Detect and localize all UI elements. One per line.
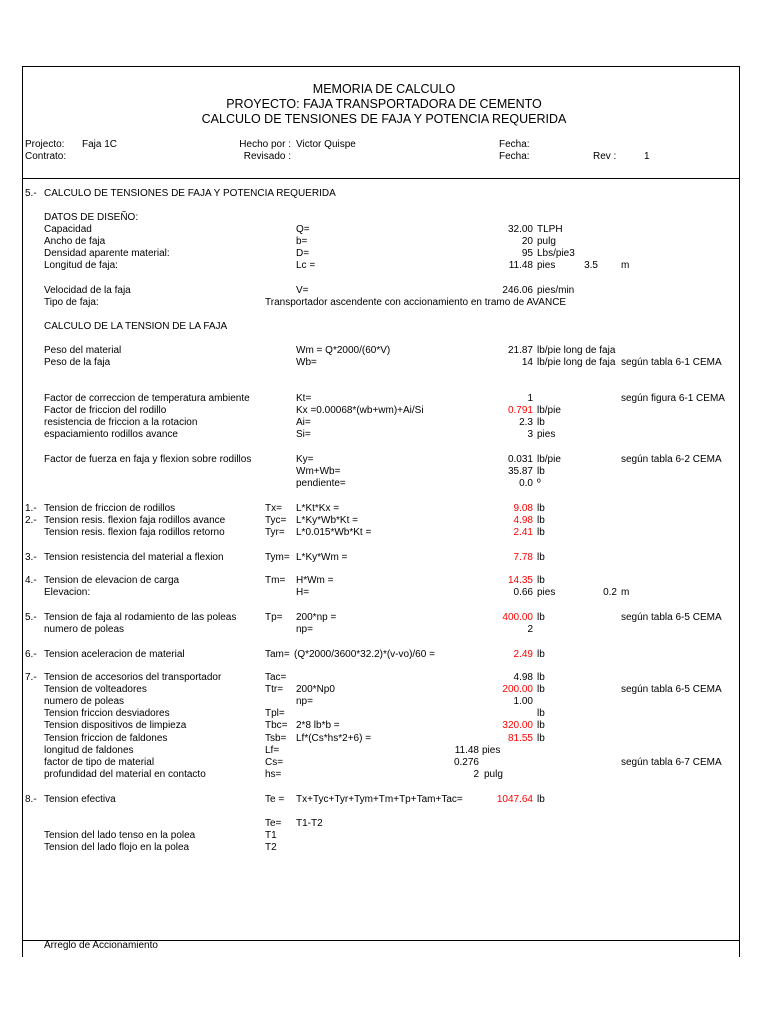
row-formula: Lf*(Cs*hs*2+6) =	[296, 733, 372, 744]
row-label: Velocidad de la faja	[44, 285, 131, 296]
row-note: según tabla 6-5 CEMA	[621, 612, 722, 623]
row-code: Tx=	[265, 503, 282, 514]
row-formula: L*Kt*Kx =	[296, 503, 340, 514]
row-unit: lb	[537, 684, 545, 695]
row-formula: 200*np =	[296, 612, 337, 623]
row-code: Te =	[265, 794, 285, 805]
row-code: Ttr=	[265, 684, 284, 695]
fecha-label: Fecha:	[499, 139, 530, 150]
row-number: 2.-	[25, 515, 37, 526]
row-formula: D=	[296, 248, 310, 259]
row-value: 7.78	[513, 552, 533, 563]
row-extra-unit: m	[621, 587, 630, 598]
row-unit: lb	[537, 503, 545, 514]
row-code: Tp=	[265, 612, 283, 623]
row-formula: 2*8 lb*b =	[296, 720, 340, 731]
row-code: T1	[265, 830, 277, 841]
row-extra-value: 3.5	[584, 260, 598, 271]
row-unit: lb	[537, 552, 545, 563]
row-label: espaciamiento rodillos avance	[44, 429, 178, 440]
row-label: resistencia de friccion a la rotacion	[44, 417, 198, 428]
row-code: Tsb=	[265, 733, 287, 744]
row-number: 1.-	[25, 503, 37, 514]
row-formula: H=	[296, 587, 310, 598]
row-number: 8.-	[25, 794, 37, 805]
row-unit: lb	[537, 708, 545, 719]
row-formula: Si=	[296, 429, 311, 440]
row-number: 4.-	[25, 575, 37, 586]
row-value: 0.276	[453, 757, 479, 768]
header-divider	[22, 178, 739, 179]
row-unit: lb	[537, 575, 545, 586]
hecho-label: Hecho por :	[239, 139, 291, 150]
row-formula: Kx =0.00068*(wb+wm)+Ai/Si	[296, 405, 424, 416]
row-label: Tipo de faja:	[44, 297, 99, 308]
row-formula: H*Wm =	[296, 575, 334, 586]
row-value: 0.66	[513, 587, 533, 598]
row-note: según tabla 6-7 CEMA	[621, 757, 722, 768]
row-formula: (Q*2000/3600*32.2)*(v-vo)/60 =	[294, 649, 435, 660]
row-formula: V=	[296, 285, 309, 296]
row-formula: np=	[296, 624, 313, 635]
row-formula: Wm = Q*2000/(60*V)	[296, 345, 391, 356]
row-number: 6.-	[25, 649, 37, 660]
row-extra-unit: m	[621, 260, 630, 271]
rev-value: 1	[644, 151, 650, 162]
row-label: numero de poleas	[44, 624, 125, 635]
row-value: 0.791	[507, 405, 533, 416]
revisado-label: Revisado :	[243, 151, 291, 162]
row-label: longitud de faldones	[44, 745, 134, 756]
row-value: 9.08	[513, 503, 533, 514]
row-label: Tension de accesorios del transportador	[44, 672, 222, 683]
row-number: 3.-	[25, 552, 37, 563]
row-code: Tpl=	[265, 708, 285, 719]
row-unit: TLPH	[537, 224, 563, 235]
row-label: Tension friccion de faldones	[44, 733, 168, 744]
row-formula: Q=	[296, 224, 310, 235]
row-value: 11.48	[508, 260, 533, 271]
row-label: Densidad aparente material:	[44, 248, 170, 259]
row-unit: lb	[537, 794, 545, 805]
row-value: 11.48	[454, 745, 479, 756]
row-code: Cs=	[265, 757, 284, 768]
row-unit: lb/pie long de faja	[537, 345, 616, 356]
row-unit: lb	[537, 733, 545, 744]
row-value: 35.87	[507, 466, 533, 477]
row-label: Capacidad	[44, 224, 92, 235]
row-label: Factor de friccion del rodillo	[44, 405, 167, 416]
row-label: Tension de faja al rodamiento de las poleas	[44, 612, 237, 623]
rev-label: Rev :	[593, 151, 617, 162]
row-note: según figura 6-1 CEMA	[621, 393, 725, 404]
row-unit: pies	[537, 587, 556, 598]
row-formula: Wm+Wb=	[296, 466, 341, 477]
row-label: Peso de la faja	[44, 357, 111, 368]
row-formula: pendiente=	[296, 478, 346, 489]
row-unit: pies/min	[537, 285, 575, 296]
row-formula: Kt=	[296, 393, 312, 404]
row-value: 2.49	[513, 649, 533, 660]
row-label: numero de poleas	[44, 696, 125, 707]
row-formula: Wb=	[296, 357, 317, 368]
row-number: 7.-	[25, 672, 37, 683]
section-title: CALCULO DE TENSIONES DE FAJA Y POTENCIA REQUERIDA	[44, 188, 336, 199]
row-unit: º	[537, 478, 541, 489]
fecha-label: Fecha:	[499, 151, 530, 162]
row-value: 21.87	[507, 345, 533, 356]
row-unit: pies	[537, 429, 556, 440]
projecto-label: Projecto:	[25, 139, 65, 150]
row-label: Tension efectiva	[44, 794, 116, 805]
row-value: 2.41	[513, 527, 533, 538]
row-unit: pies	[482, 745, 501, 756]
hecho-value: Victor Quispe	[296, 139, 356, 150]
row-unit: lb	[537, 649, 545, 660]
calc-title: CALCULO DE TENSIONES DE FAJA Y POTENCIA REQUERIDA	[201, 112, 567, 126]
arreglo-label: Arreglo de Accionamiento	[44, 940, 158, 951]
row-unit: lb/pie	[537, 405, 561, 416]
row-label: Tension aceleracion de material	[44, 649, 185, 660]
row-label: Ancho de faja	[44, 236, 106, 247]
row-value: 400.00	[502, 612, 533, 623]
row-value: 2.3	[519, 417, 533, 428]
row-code: Te=	[265, 818, 282, 829]
row-label: Tension de elevacion de carga	[44, 575, 180, 586]
row-value: 1	[527, 393, 533, 404]
row-code: Tac=	[265, 672, 287, 683]
row-unit: lb/pie long de faja	[537, 357, 616, 368]
projecto-value: Faja 1C	[82, 139, 118, 150]
row-value: 20	[521, 236, 533, 247]
row-code: Tym=	[265, 552, 290, 563]
row-value: 14	[521, 357, 533, 368]
contrato-label: Contrato:	[25, 151, 67, 162]
row-formula: Tx+Tyc+Tyr+Tym+Tm+Tp+Tam+Tac=	[296, 794, 463, 805]
row-label: Factor de fuerza en faja y flexion sobre rodillos	[44, 454, 252, 465]
row-unit: pies	[537, 260, 556, 271]
row-code: T2	[265, 842, 277, 853]
row-formula: Ai=	[296, 417, 311, 428]
row-unit: lb	[537, 612, 545, 623]
row-value: 4.98	[513, 515, 533, 526]
row-formula: np=	[296, 696, 313, 707]
row-code: Lf=	[265, 745, 280, 756]
row-unit: Lbs/pie3	[537, 248, 575, 259]
row-value: 246.06	[502, 285, 533, 296]
row-note: según tabla 6-5 CEMA	[621, 684, 722, 695]
row-unit: lb	[537, 672, 545, 683]
row-code: Tyr=	[265, 527, 285, 538]
row-value: 95	[521, 248, 533, 259]
row-value: 2	[473, 769, 479, 780]
row-formula: T1-T2	[296, 818, 323, 829]
row-unit: lb/pie	[537, 454, 561, 465]
row-label: Tension de friccion de rodillos	[44, 503, 176, 514]
row-value: 1.00	[513, 696, 533, 707]
row-value: 200.00	[502, 684, 533, 695]
row-value: 14.35	[507, 575, 533, 586]
row-formula: L*Ky*Wm =	[296, 552, 348, 563]
row-label: Elevacion:	[44, 587, 91, 598]
row-code: Tam=	[265, 649, 290, 660]
row-label: Factor de correccion de temperatura ambiente	[44, 393, 250, 404]
row-formula: L*0.015*Wb*Kt =	[296, 527, 372, 538]
row-label: Peso del material	[44, 345, 122, 356]
row-value: 0.031	[507, 454, 533, 465]
row-label: Tension resis. flexion faja rodillos avance	[44, 515, 226, 526]
row-label: Tension resistencia del material a flexion	[44, 552, 224, 563]
row-unit: lb	[537, 515, 545, 526]
row-label: Longitud de faja:	[44, 260, 118, 271]
row-unit: pulg	[484, 769, 503, 780]
row-label: Tension friccion desviadores	[44, 708, 170, 719]
row-formula: b=	[296, 236, 308, 247]
row-value: 32.00	[507, 224, 533, 235]
row-code: Tm=	[265, 575, 286, 586]
row-description: Transportador ascendente con accionamiento en tramo de AVANCE	[265, 297, 567, 308]
row-value: 1047.64	[496, 794, 533, 805]
section-number: 5.-	[25, 188, 37, 199]
row-value: 2	[527, 624, 533, 635]
row-value: 3	[527, 429, 533, 440]
row-formula: L*Ky*Wb*Kt =	[296, 515, 358, 526]
datos-heading: DATOS DE DISEÑO:	[44, 212, 139, 223]
row-number: 5.-	[25, 612, 37, 623]
row-value: 4.98	[513, 672, 533, 683]
row-label: Tension de volteadores	[44, 684, 147, 695]
row-formula: Lc =	[296, 260, 316, 271]
row-note: según tabla 6-1 CEMA	[621, 357, 722, 368]
row-unit: lb	[537, 466, 545, 477]
row-label: Tension del lado tenso en la polea	[44, 830, 196, 841]
row-unit: lb	[537, 527, 545, 538]
row-code: Tyc=	[265, 515, 287, 526]
row-extra-value: 0.2	[603, 587, 617, 598]
row-value: 320.00	[502, 720, 533, 731]
row-code: hs=	[265, 769, 282, 780]
row-formula: 200*Np0	[296, 684, 335, 695]
row-label: Tension del lado flojo en la polea	[44, 842, 190, 853]
row-unit: lb	[537, 720, 545, 731]
row-value: 81.55	[507, 733, 533, 744]
row-code: Tbc=	[265, 720, 288, 731]
row-formula: Ky=	[296, 454, 314, 465]
tension-heading: CALCULO DE LA TENSION DE LA FAJA	[44, 321, 228, 332]
row-unit: lb	[537, 417, 545, 428]
row-label: factor de tipo de material	[44, 757, 155, 768]
row-label: Tension dispositivos de limpieza	[44, 720, 187, 731]
row-label: profundidad del material en contacto	[44, 769, 206, 780]
doc-title: MEMORIA DE CALCULO	[312, 82, 456, 96]
row-value: 0.0	[519, 478, 533, 489]
row-unit: pulg	[537, 236, 556, 247]
project-title: PROYECTO: FAJA TRANSPORTADORA DE CEMENTO	[226, 97, 542, 111]
row-note: según tabla 6-2 CEMA	[621, 454, 722, 465]
row-label: Tension resis. flexion faja rodillos retorno	[44, 527, 225, 538]
